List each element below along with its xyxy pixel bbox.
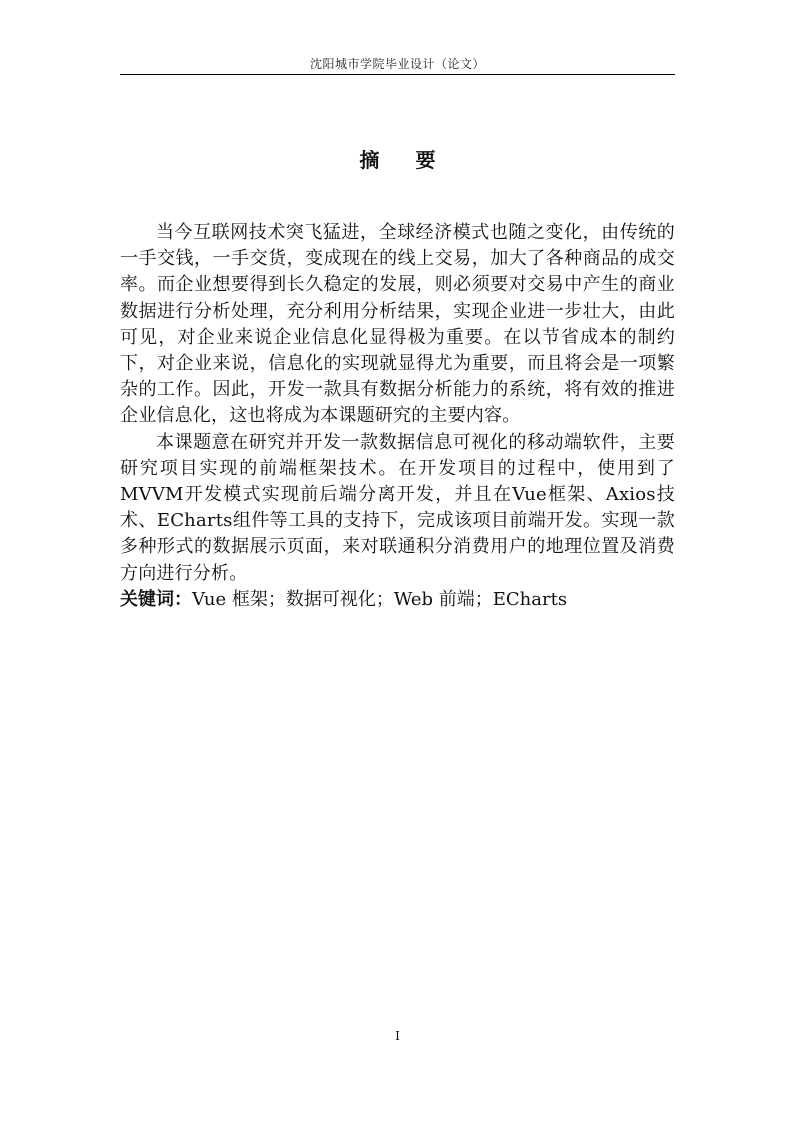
- keywords-line: [120, 587, 675, 613]
- abstract-title: [120, 146, 675, 174]
- abstract-paragraph-1: 当今互联网技术突飞猛进，全球经济模式也随之变化，由传统的一手交钱，一手交货，变成现在的线上交易，加大了各种商品的成交率。而企业想要得到长久稳定的发展，则必须要对交易中产生的商业数据进行分析处理，充分利用分析结果，实现企业进一步壮大，由此可见，对企业来说企业信息化显得极为重要。在以节省成本的制约下，对企业来说，信息化的实现就显得尤为重要，而且将会是一项繁杂的工作。因此，开发一款具有数据分析能力的系统，将有效的推进企业信息化，这也将成为本课题研究的主要内容。: [120, 222, 675, 427]
- abstract-title-part1: 摘: [359, 148, 380, 172]
- abstract-body: [120, 220, 675, 613]
- header-rule: [120, 74, 675, 75]
- abstract-paragraph-2: 本课题意在研究并开发一款数据信息可视化的移动端软件，主要研究项目实现的前端框架技术。在开发项目的过程中，使用到了MVVM开发模式实现前后端分离开发，并且在Vue框架、Axios技术、ECharts组件等工具的支持下，完成该项目前端开发。实现一款多种形式的数据展示页面，来对联通积分消费用户的地理位置及消费方向进行分析。: [120, 431, 675, 584]
- abstract-title-part2: 要: [415, 148, 436, 172]
- keywords-label: 关键词：: [120, 588, 192, 610]
- keywords-list: Vue 框架；数据可视化；Web 前端；ECharts: [192, 588, 568, 610]
- page-number: I: [395, 1029, 400, 1043]
- running-header: 沈阳城市学院毕业设计（论文）: [309, 57, 485, 71]
